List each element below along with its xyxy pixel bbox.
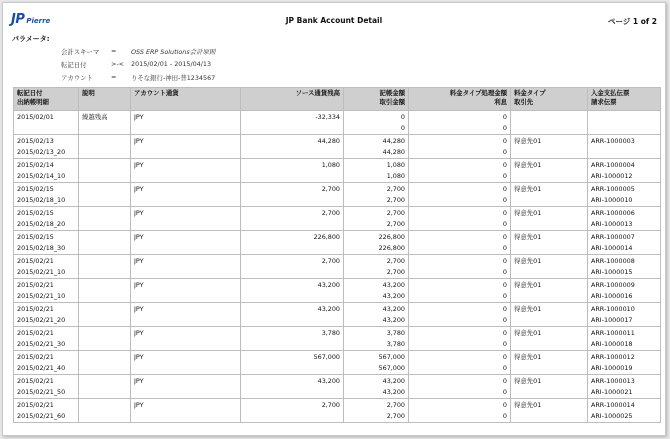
cell-currency-line1: JPY (134, 305, 144, 313)
cell-amount (344, 135, 409, 159)
cell-document (588, 159, 661, 183)
cell-source-balance (241, 327, 344, 351)
col-header-fee-amount[interactable]: 料金タイプ処理金額 利息 (409, 88, 511, 111)
cell-description (79, 303, 131, 327)
cell-business-partner-line2: 得意先01 (514, 233, 542, 241)
cell-posting-date-line2: 2015/02/21_10 (17, 291, 66, 300)
cell-source-balance-line1: 44,280 (317, 137, 340, 145)
cell-fee-amount-line2: 0 (502, 147, 507, 156)
cell-fee-amount-line2: 0 (502, 387, 507, 396)
cell-fee-amount-line1: 0 (502, 353, 507, 361)
table-row[interactable] (14, 111, 661, 135)
cell-description (79, 207, 131, 231)
cell-posting-date-line1: 2015/02/21 (17, 329, 54, 337)
cell-currency-line1: JPY (134, 329, 144, 337)
cell-posting-date (14, 279, 79, 303)
cell-document-line2: ARI-1000010 (591, 195, 633, 204)
cell-fee-amount (409, 351, 511, 375)
cell-fee-amount-line1: 0 (502, 185, 507, 193)
cell-fee-amount (409, 231, 511, 255)
cell-posting-date-line2: 2015/02/21_30 (17, 339, 66, 348)
cell-business-partner-line2: 得意先01 (514, 401, 542, 409)
table-row[interactable] (14, 183, 661, 207)
cell-fee-amount (409, 375, 511, 399)
cell-fee-amount (409, 159, 511, 183)
table-row[interactable] (14, 327, 661, 351)
cell-source-balance-line1: 43,200 (317, 377, 340, 385)
cell-fee-amount-line1: 0 (502, 281, 507, 289)
cell-business-partner (511, 375, 588, 399)
cell-source-balance-line1: 43,200 (317, 281, 340, 289)
cell-amount-line2: 2,700 (386, 195, 405, 204)
cell-posting-date-line1: 2015/02/13 (17, 137, 54, 145)
table-row[interactable] (14, 255, 661, 279)
col-header-posting-date[interactable]: 転記日付 出納帳明細 (14, 88, 79, 111)
cell-posting-date-line2: 2015/02/13_20 (17, 147, 66, 156)
cell-document (588, 279, 661, 303)
cell-posting-date-line2: 2015/02/18_10 (17, 195, 66, 204)
cell-posting-date-line1: 2015/02/21 (17, 257, 54, 265)
param-operator: = (111, 73, 117, 81)
cell-document (588, 327, 661, 351)
cell-posting-date-line2: 2015/02/21_60 (17, 411, 66, 420)
cell-document-line2: ARI-1000017 (591, 315, 633, 324)
cell-currency (131, 135, 241, 159)
cell-amount (344, 159, 409, 183)
cell-document-line2: ARI-1000014 (591, 243, 633, 252)
cell-business-partner-line2: 得意先01 (514, 257, 542, 265)
cell-currency (131, 375, 241, 399)
cell-fee-amount-line1: 0 (502, 401, 507, 409)
param-value: OSS ERP Solutions会計原則 (131, 48, 216, 56)
cell-amount-line1: 43,200 (382, 305, 405, 313)
cell-business-partner (511, 231, 588, 255)
cell-fee-amount-line2: 0 (502, 315, 507, 324)
cell-business-partner (511, 303, 588, 327)
cell-business-partner (511, 279, 588, 303)
cell-description (79, 399, 131, 423)
cell-fee-amount-line2: 0 (502, 411, 507, 420)
cell-source-balance (241, 303, 344, 327)
cell-business-partner (511, 207, 588, 231)
cell-source-balance (241, 159, 344, 183)
cell-source-balance (241, 111, 344, 135)
cell-business-partner-line2: 得意先01 (514, 209, 542, 217)
cell-description (79, 327, 131, 351)
cell-business-partner (511, 351, 588, 375)
cell-source-balance (241, 375, 344, 399)
cell-currency-line1: JPY (134, 113, 144, 121)
cell-document-line1: ARR-1000014 (591, 401, 635, 409)
cell-amount (344, 375, 409, 399)
cell-description (79, 375, 131, 399)
cell-amount (344, 351, 409, 375)
cell-document (588, 231, 661, 255)
cell-fee-amount (409, 327, 511, 351)
cell-posting-date-line1: 2015/02/21 (17, 305, 54, 313)
col-header-fee-type[interactable]: 料金タイプ 取引先 (511, 88, 588, 111)
cell-currency-line1: JPY (134, 233, 144, 241)
cell-business-partner-line2: 得意先01 (514, 161, 542, 169)
col-header-source-balance[interactable]: ソース通貨残高 (241, 88, 344, 111)
cell-amount (344, 279, 409, 303)
cell-business-partner (511, 159, 588, 183)
cell-currency (131, 231, 241, 255)
cell-document (588, 111, 661, 135)
param-value: りそな銀行-神田-普1234567 (131, 74, 216, 82)
cell-amount (344, 399, 409, 423)
cell-fee-amount (409, 399, 511, 423)
cell-amount-line2: 2,700 (386, 219, 405, 228)
cell-posting-date-line2: 2015/02/21_10 (17, 267, 66, 276)
cell-fee-amount-line1: 0 (502, 233, 507, 241)
cell-source-balance-line1: 2,700 (321, 209, 340, 217)
cell-business-partner (511, 111, 588, 135)
cell-fee-amount-line1: 0 (502, 209, 507, 217)
cell-currency-line1: JPY (134, 257, 144, 265)
cell-description (79, 111, 131, 135)
cell-business-partner (511, 255, 588, 279)
cell-business-partner (511, 327, 588, 351)
cell-fee-amount (409, 207, 511, 231)
cell-business-partner-line2: 得意先01 (514, 281, 542, 289)
cell-business-partner (511, 135, 588, 159)
table-row[interactable] (14, 135, 661, 159)
param-key: 会計スキーマ (61, 48, 100, 56)
cell-amount (344, 255, 409, 279)
cell-description (79, 231, 131, 255)
cell-amount-line1: 226,800 (378, 233, 405, 241)
cell-fee-amount (409, 183, 511, 207)
table-row[interactable] (14, 399, 661, 423)
cell-document-line2: ARI-1000019 (591, 363, 633, 372)
cell-posting-date-line1: 2015/02/15 (17, 185, 54, 193)
cell-amount-line1: 44,280 (382, 137, 405, 145)
report-title: JP Bank Account Detail (285, 16, 383, 25)
cell-document (588, 255, 661, 279)
cell-document (588, 399, 661, 423)
cell-posting-date-line1: 2015/02/21 (17, 401, 54, 409)
col-header-account-currency[interactable]: アカウント通貨 (131, 88, 241, 111)
cell-amount-line1: 2,700 (386, 185, 405, 193)
cell-amount-line2: 226,800 (378, 243, 405, 252)
cell-document-line1: ARR-1000008 (591, 257, 635, 265)
cell-fee-amount-line2: 0 (502, 243, 507, 252)
cell-amount-line2: 43,200 (382, 387, 405, 396)
cell-fee-amount (409, 135, 511, 159)
account-detail-table (13, 87, 661, 423)
cell-currency (131, 183, 241, 207)
cell-currency (131, 327, 241, 351)
cell-posting-date (14, 255, 79, 279)
cell-document-line1: ARR-1000004 (591, 161, 635, 169)
cell-source-balance-line1: 567,000 (313, 353, 340, 361)
cell-business-partner (511, 399, 588, 423)
table-row[interactable] (14, 375, 661, 399)
param-row-account (61, 73, 215, 82)
cell-posting-date-line2: 2015/02/21_20 (17, 315, 66, 324)
cell-fee-amount-line1: 0 (502, 113, 507, 121)
cell-amount-line2: 44,280 (382, 147, 405, 156)
cell-description-line1: 繰越残高 (82, 113, 108, 121)
cell-amount-line1: 1,080 (386, 161, 405, 169)
cell-posting-date-line1: 2015/02/15 (17, 209, 54, 217)
cell-document (588, 351, 661, 375)
cell-amount-line1: 2,700 (386, 257, 405, 265)
cell-posting-date (14, 327, 79, 351)
cell-amount-line1: 3,780 (386, 329, 405, 337)
table-row[interactable] (14, 303, 661, 327)
cell-fee-amount-line2: 0 (502, 123, 507, 132)
cell-amount-line1: 0 (400, 113, 405, 121)
cell-currency-line1: JPY (134, 377, 144, 385)
cell-source-balance (241, 399, 344, 423)
page-indicator: ページ 1 of 2 (607, 17, 657, 26)
cell-document (588, 207, 661, 231)
cell-business-partner-line2: 得意先01 (514, 329, 542, 337)
cell-posting-date (14, 159, 79, 183)
cell-currency (131, 159, 241, 183)
cell-fee-amount-line1: 0 (502, 377, 507, 385)
cell-document (588, 135, 661, 159)
cell-fee-amount (409, 111, 511, 135)
cell-posting-date-line1: 2015/02/01 (17, 113, 54, 121)
cell-fee-amount-line2: 0 (502, 171, 507, 180)
col-header-payment-doc[interactable]: 入金支払伝票 請求伝票 (588, 88, 661, 111)
cell-posting-date-line1: 2015/02/21 (17, 353, 54, 361)
cell-source-balance-line1: 2,700 (321, 185, 340, 193)
cell-posting-date-line2: 2015/02/18_30 (17, 243, 66, 252)
cell-posting-date-line1: 2015/02/14 (17, 161, 54, 169)
cell-posting-date (14, 351, 79, 375)
cell-document-line2: ARI-1000025 (591, 411, 633, 420)
cell-amount (344, 207, 409, 231)
cell-amount-line2: 2,700 (386, 267, 405, 276)
cell-amount-line2: 1,080 (386, 171, 405, 180)
param-key: 転記日付 (61, 61, 87, 69)
cell-amount (344, 303, 409, 327)
col-header-amount[interactable]: 記帳金額 取引金額 (344, 88, 409, 111)
table-row[interactable] (14, 279, 661, 303)
cell-description (79, 159, 131, 183)
report-page (2, 2, 666, 436)
cell-fee-amount-line2: 0 (502, 195, 507, 204)
cell-currency-line1: JPY (134, 137, 144, 145)
cell-source-balance-line1: 2,700 (321, 257, 340, 265)
param-value: 2015/02/01 - 2015/04/13 (131, 60, 212, 68)
cell-business-partner-line2: 得意先01 (514, 137, 542, 145)
cell-document-line1: ARR-1000006 (591, 209, 635, 217)
cell-document-line1: ARR-1000011 (591, 329, 635, 337)
cell-document-line2: ARI-1000012 (591, 171, 633, 180)
cell-posting-date (14, 111, 79, 135)
cell-fee-amount-line1: 0 (502, 305, 507, 313)
cell-fee-amount-line1: 0 (502, 161, 507, 169)
cell-business-partner (511, 183, 588, 207)
cell-source-balance (241, 135, 344, 159)
cell-document-line2: ARI-1000016 (591, 291, 633, 300)
cell-source-balance-line1: 3,780 (321, 329, 340, 337)
param-row-posting-date (61, 60, 211, 69)
cell-amount-line1: 567,000 (378, 353, 405, 361)
cell-business-partner-line2: 得意先01 (514, 305, 542, 313)
cell-source-balance-line1: -32,334 (315, 113, 340, 121)
cell-business-partner-line2: 得意先01 (514, 377, 542, 385)
cell-posting-date-line2: 2015/02/14_10 (17, 171, 66, 180)
logo-mark: JP (11, 12, 25, 27)
cell-description (79, 183, 131, 207)
cell-fee-amount-line2: 0 (502, 219, 507, 228)
cell-fee-amount-line2: 0 (502, 267, 507, 276)
cell-fee-amount-line2: 0 (502, 291, 507, 300)
cell-posting-date (14, 231, 79, 255)
cell-source-balance (241, 207, 344, 231)
cell-document (588, 375, 661, 399)
cell-posting-date (14, 303, 79, 327)
cell-posting-date-line1: 2015/02/21 (17, 281, 54, 289)
cell-description (79, 279, 131, 303)
cell-amount-line1: 43,200 (382, 377, 405, 385)
cell-amount-line2: 3,780 (386, 339, 405, 348)
cell-currency (131, 279, 241, 303)
cell-document-line1: ARR-1000012 (591, 353, 635, 361)
cell-document-line2: ARI-1000021 (591, 387, 633, 396)
cell-business-partner-line2: 得意先01 (514, 353, 542, 361)
cell-amount-line1: 43,200 (382, 281, 405, 289)
cell-document-line2: ARI-1000018 (591, 339, 633, 348)
table-row[interactable] (14, 351, 661, 375)
cell-source-balance (241, 231, 344, 255)
cell-posting-date (14, 399, 79, 423)
cell-amount (344, 327, 409, 351)
cell-amount-line2: 567,000 (378, 363, 405, 372)
cell-amount-line1: 2,700 (386, 401, 405, 409)
parameters-label: パラメータ: (12, 35, 50, 43)
cell-document-line1: ARR-1000010 (591, 305, 635, 313)
cell-fee-amount-line1: 0 (502, 257, 507, 265)
cell-source-balance (241, 351, 344, 375)
cell-fee-amount-line2: 0 (502, 339, 507, 348)
cell-source-balance-line1: 43,200 (317, 305, 340, 313)
cell-currency-line1: JPY (134, 161, 144, 169)
cell-posting-date (14, 375, 79, 399)
cell-document-line1: ARR-1000013 (591, 377, 635, 385)
cell-amount-line2: 0 (400, 123, 405, 132)
cell-document-line1: ARR-1000009 (591, 281, 635, 289)
cell-currency-line1: JPY (134, 401, 144, 409)
cell-posting-date-line2: 2015/02/21_50 (17, 387, 66, 396)
cell-document-line2: ARI-1000013 (591, 219, 633, 228)
cell-currency (131, 303, 241, 327)
cell-amount-line1: 2,700 (386, 209, 405, 217)
cell-posting-date (14, 135, 79, 159)
table-row[interactable] (14, 207, 661, 231)
cell-amount-line2: 43,200 (382, 315, 405, 324)
cell-fee-amount (409, 303, 511, 327)
cell-fee-amount (409, 255, 511, 279)
param-operator: >-< (111, 60, 125, 68)
cell-source-balance-line1: 2,700 (321, 401, 340, 409)
cell-posting-date (14, 183, 79, 207)
cell-document-line1: ARR-1000003 (591, 137, 635, 145)
logo-wordmark: Pierre (26, 17, 51, 25)
cell-fee-amount (409, 279, 511, 303)
table-row[interactable] (14, 159, 661, 183)
cell-currency (131, 255, 241, 279)
cell-currency-line1: JPY (134, 281, 144, 289)
cell-fee-amount-line1: 0 (502, 137, 507, 145)
cell-description (79, 255, 131, 279)
cell-amount-line2: 2,700 (386, 411, 405, 420)
cell-description (79, 351, 131, 375)
cell-source-balance (241, 279, 344, 303)
cell-currency (131, 207, 241, 231)
cell-source-balance (241, 255, 344, 279)
cell-currency (131, 399, 241, 423)
cell-document-line1: ARR-1000007 (591, 233, 635, 241)
param-row-schema (61, 47, 215, 56)
cell-description (79, 135, 131, 159)
param-operator: = (111, 47, 117, 55)
cell-currency (131, 351, 241, 375)
cell-document (588, 303, 661, 327)
cell-amount (344, 183, 409, 207)
cell-document-line1: ARR-1000005 (591, 185, 635, 193)
cell-source-balance-line1: 226,800 (313, 233, 340, 241)
cell-amount (344, 231, 409, 255)
cell-currency (131, 111, 241, 135)
cell-amount (344, 111, 409, 135)
cell-fee-amount-line1: 0 (502, 329, 507, 337)
cell-currency-line1: JPY (134, 185, 144, 193)
cell-posting-date-line2: 2015/02/18_20 (17, 219, 66, 228)
table-header-row (14, 88, 661, 111)
cell-currency-line1: JPY (134, 353, 144, 361)
cell-posting-date-line1: 2015/02/21 (17, 377, 54, 385)
cell-currency-line1: JPY (134, 209, 144, 217)
cell-business-partner-line2: 得意先01 (514, 185, 542, 193)
param-key: アカウント (61, 74, 93, 82)
cell-source-balance (241, 183, 344, 207)
cell-posting-date (14, 207, 79, 231)
table-row[interactable] (14, 231, 661, 255)
cell-posting-date-line2: 2015/02/21_40 (17, 363, 66, 372)
cell-source-balance-line1: 1,080 (321, 161, 340, 169)
cell-document-line2: ARI-1000015 (591, 267, 633, 276)
cell-document (588, 183, 661, 207)
cell-amount-line2: 43,200 (382, 291, 405, 300)
cell-fee-amount-line2: 0 (502, 363, 507, 372)
col-header-description[interactable]: 説明 (79, 88, 131, 111)
cell-posting-date-line1: 2015/02/15 (17, 233, 54, 241)
